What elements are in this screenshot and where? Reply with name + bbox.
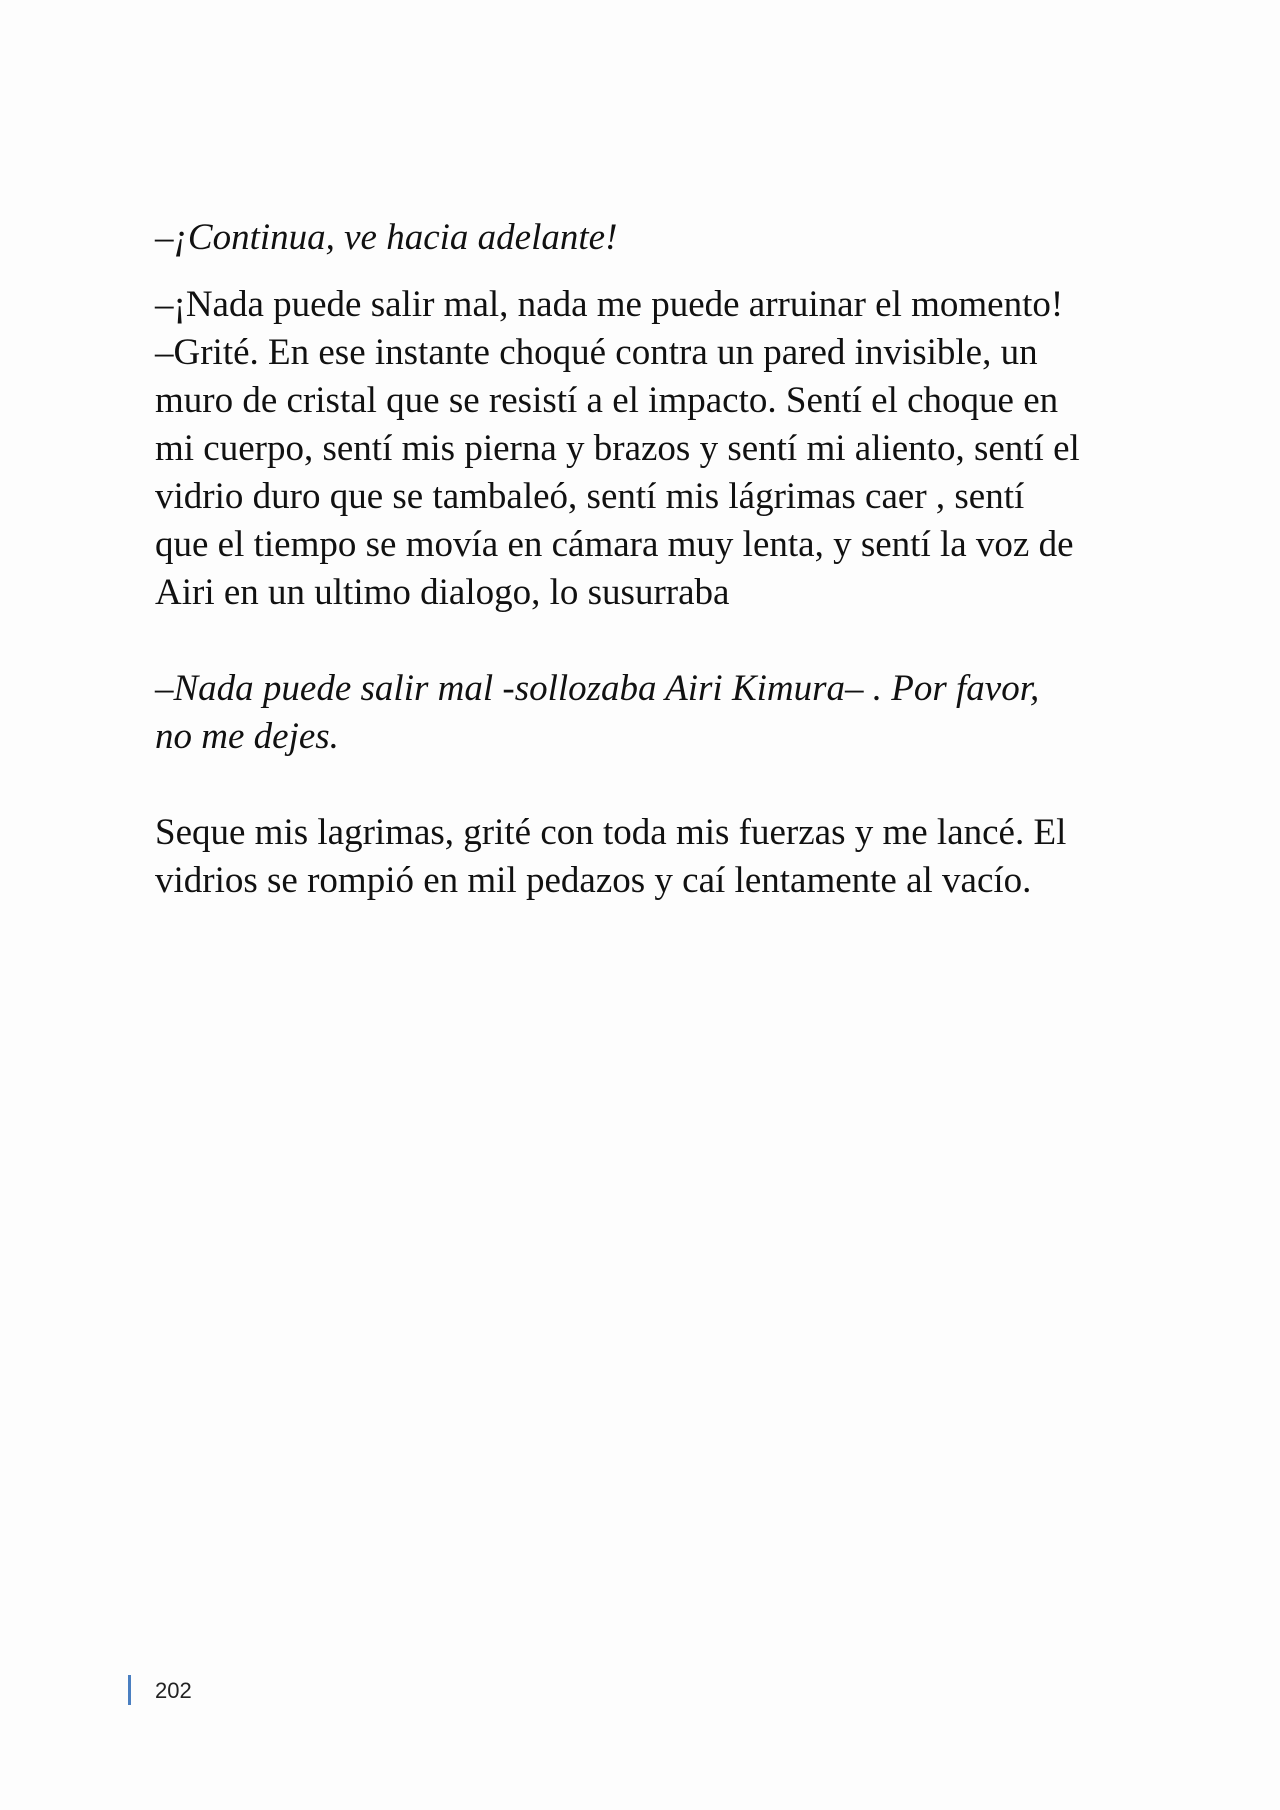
paragraph-narration: [155, 281, 1145, 617]
text-line: mi cuerpo, sentí mis pierna y brazos y sentí mi aliento, sentí el: [155, 428, 1080, 469]
text-line: muro de cristal que se resistí a el impacto. Sentí el choque en: [155, 380, 1059, 421]
text-line: Airi en un ultimo dialogo, lo susurraba: [155, 572, 730, 613]
text-line: –¡Continua, ve hacia adelante!: [155, 217, 618, 258]
text-line: vidrio duro que se tambaleó, sentí mis lágrimas caer , sentí: [155, 476, 1025, 517]
text-line: no me dejes.: [155, 716, 339, 757]
text-line: que el tiempo se movía en cámara muy lenta, y sentí la voz de: [155, 524, 1074, 565]
paragraph-italic-exclamation: [155, 214, 1145, 262]
paragraph-italic-dialogue: [155, 665, 1145, 761]
text-line: –Nada puede salir mal -sollozaba Airi Kimura– . Por favor,: [155, 668, 1040, 709]
text-line: Seque mis lagrimas, grité con toda mis fuerzas y me lancé. El: [155, 812, 1067, 853]
text-line: –¡Nada puede salir mal, nada me puede arruinar el momento!: [155, 284, 1064, 325]
paragraph-closing: [155, 809, 1145, 905]
page-number: 202: [155, 1678, 192, 1703]
text-line: –Grité. En ese instante choqué contra un pared invisible, un: [155, 332, 1038, 373]
footer-accent-bar: [128, 1675, 131, 1705]
text-line: vidrios se rompió en mil pedazos y caí lentamente al vacío.: [155, 860, 1032, 901]
